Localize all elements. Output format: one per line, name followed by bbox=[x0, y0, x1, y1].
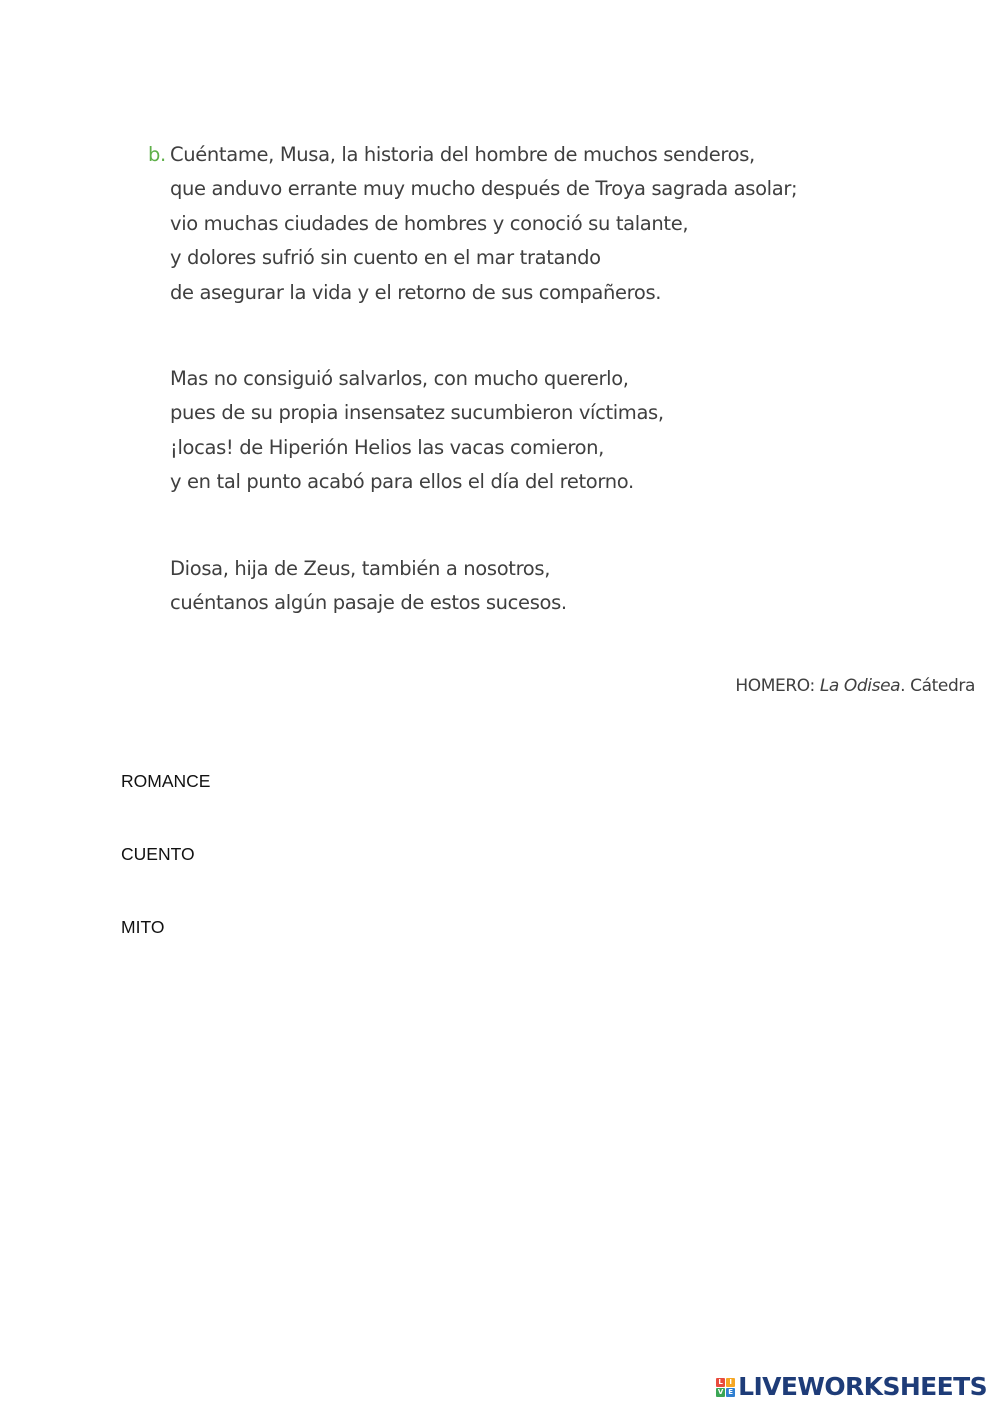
poem-line: que anduvo errante muy mucho después de Troya sagrada asolar; bbox=[170, 177, 798, 201]
stanza-3 bbox=[148, 554, 848, 623]
poem-excerpt bbox=[148, 140, 848, 622]
option-romance[interactable]: ROMANCE bbox=[121, 771, 211, 791]
poem-line: y en tal punto acabó para ellos el día del retorno. bbox=[170, 470, 634, 494]
poem-line: Diosa, hija de Zeus, también a nosotros, bbox=[170, 556, 551, 580]
poem-line: pues de su propia insensatez sucumbieron víctimas, bbox=[170, 401, 664, 425]
poem-line: cuéntanos algún pasaje de estos sucesos. bbox=[170, 590, 567, 614]
logo-mark-e: E bbox=[726, 1388, 735, 1397]
logo-mark-v: V bbox=[717, 1387, 724, 1396]
poem-line: de asegurar la vida y el retorno de sus compañeros. bbox=[170, 280, 662, 304]
citation-work: La Odisea bbox=[819, 676, 901, 696]
poem-line: y dolores sufrió sin cuento en el mar tratando bbox=[170, 246, 601, 270]
poem-line: ¡locas! de Hiperión Helios las vacas comieron, bbox=[170, 435, 605, 459]
logo-mark-l: L bbox=[716, 1378, 725, 1387]
option-mito[interactable]: MITO bbox=[121, 917, 165, 937]
citation-publisher: . Cátedra bbox=[900, 676, 975, 696]
stanza-1 bbox=[148, 140, 848, 312]
logo-mark-i: I bbox=[726, 1378, 735, 1387]
liveworksheets-logo bbox=[716, 1372, 987, 1402]
poem-line: Cuéntame, Musa, la historia del hombre de muchos senderos, bbox=[170, 143, 755, 166]
citation bbox=[735, 676, 975, 696]
poem-line: vio muchas ciudades de hombres y conoció su talante, bbox=[170, 211, 689, 235]
stanza-2 bbox=[148, 364, 848, 502]
item-letter: b. bbox=[148, 143, 166, 166]
logo-text: LIVEWORKSHEETS bbox=[738, 1372, 987, 1401]
option-cuento[interactable]: CUENTO bbox=[121, 844, 195, 864]
citation-author: HOMERO: bbox=[735, 676, 815, 696]
logo-mark-icon bbox=[716, 1378, 735, 1397]
poem-line: Mas no consiguió salvarlos, con mucho quererlo, bbox=[170, 366, 629, 390]
